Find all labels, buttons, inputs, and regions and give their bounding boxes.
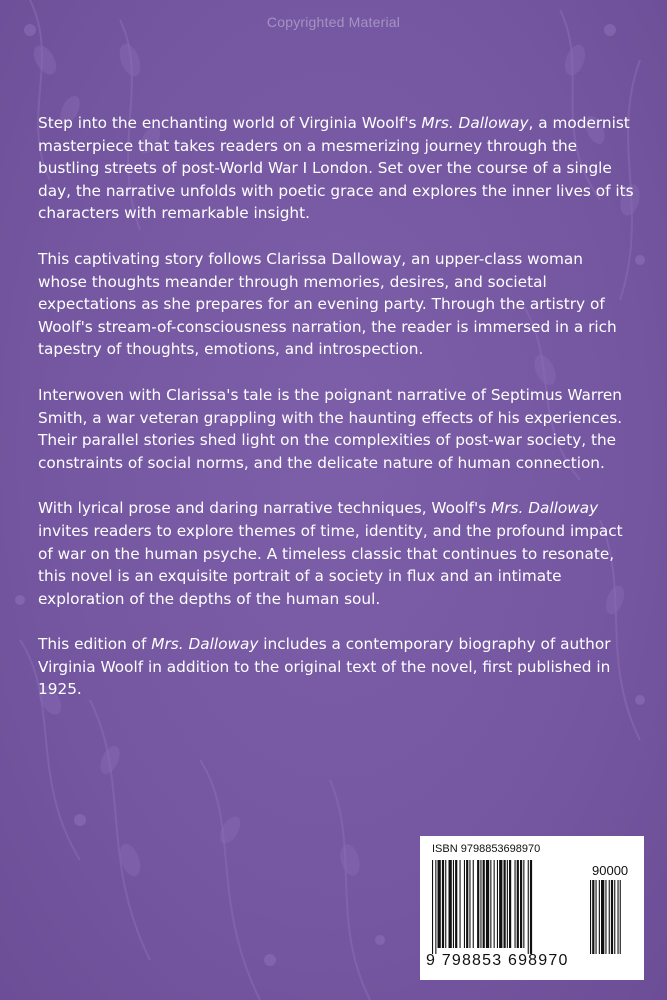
isbn-label: ISBN 9798853698970 xyxy=(432,843,541,855)
barcode-bar xyxy=(517,860,519,948)
barcode-bar xyxy=(432,860,433,954)
barcode-bar xyxy=(483,860,485,948)
ean-digits: 9 798853 698970 xyxy=(426,952,569,969)
addon-bar xyxy=(611,880,613,954)
barcode-bar xyxy=(497,860,498,948)
description-paragraph-3: Interwoven with Clarissa's tale is the poignant narrative of Septimus Warren Smith, a war veteran grappling with the haunting effects of his experiences. Their parallel stories shed light on the complexities of post-war society, the constraints of social norms, and the delicate nature of human connection. xyxy=(38,385,623,472)
barcode-bar xyxy=(477,860,479,948)
addon-bar xyxy=(601,880,604,954)
barcode-bar xyxy=(494,860,495,948)
barcode-bar xyxy=(438,860,441,948)
addon-bar xyxy=(592,880,594,954)
barcode-bar xyxy=(480,860,481,948)
barcode-bar xyxy=(455,860,457,948)
barcode-bar xyxy=(490,860,491,948)
description-paragraph-1: Step into the enchanting world of Virginia Woolf's Mrs. Dalloway, a modernist masterpiece that takes readers on a mesmerizing journey through the bustling streets of post-World War I London. Set over the course of a single day, the narrative unfolds with poetic grace and explores the inner lives of its characters with remarkable insight. xyxy=(38,114,634,223)
description-paragraph-5: This edition of Mrs. Dalloway includes a contemporary biography of author Virginia Woolf in addition to the original text of the novel, first published in 1925. xyxy=(38,635,611,699)
barcode-bar xyxy=(515,860,516,948)
barcode-bar xyxy=(528,860,529,954)
addon-bar xyxy=(614,880,615,954)
barcode-bar xyxy=(460,860,461,948)
barcode-bar xyxy=(466,860,468,948)
barcode-bar xyxy=(509,860,511,948)
addon-bar xyxy=(596,880,597,954)
book-description xyxy=(38,112,634,724)
barcode-bar xyxy=(530,860,532,954)
barcode-bar xyxy=(464,860,465,948)
addon-bar xyxy=(620,880,621,954)
barcode-bar xyxy=(499,860,502,948)
barcode-bar xyxy=(473,860,474,948)
addon-bar xyxy=(605,880,606,954)
addon-bar xyxy=(599,880,600,954)
barcode-bar xyxy=(520,860,522,948)
copyright-watermark: Copyrighted Material xyxy=(266,14,401,30)
description-paragraph-4: With lyrical prose and daring narrative techniques, Woolf's Mrs. Dalloway invites readers to explore themes of time, identity, and the profound impact of war on the human psyche. A timeless classic that continues to resonate, this novel is an exquisite portrait of a society in flux and an intimate exploration of the depths of the human soul. xyxy=(38,499,623,608)
price-code: 90000 xyxy=(592,863,629,878)
barcode-bar xyxy=(435,860,436,954)
barcode-bar xyxy=(507,860,508,948)
addon-bar xyxy=(609,880,610,954)
description-paragraph-2: This captivating story follows Clarissa Dalloway, an upper-class woman whose thoughts meander through memories, desires, and societal expectations as she prepares for an evening party. Through the artistry of Woolf's stream-of-consciousness narration, the reader is immersed in a rich tapestry of thoughts, emotions, and introspection. xyxy=(38,249,617,359)
addon-bar xyxy=(618,880,619,954)
barcode-bar xyxy=(453,860,454,948)
barcode-bar xyxy=(523,860,524,948)
barcode-bar xyxy=(486,860,489,948)
barcode-bar xyxy=(449,860,452,948)
book-title: Mrs. Dalloway xyxy=(491,499,599,518)
barcode-bar xyxy=(469,860,470,948)
barcode-bar xyxy=(445,860,446,948)
book-title: Mrs. Dalloway xyxy=(151,635,259,654)
barcode-bar xyxy=(442,860,444,948)
barcode-bar xyxy=(504,860,506,948)
addon-bar xyxy=(590,880,591,954)
book-title: Mrs. Dalloway xyxy=(421,114,529,132)
